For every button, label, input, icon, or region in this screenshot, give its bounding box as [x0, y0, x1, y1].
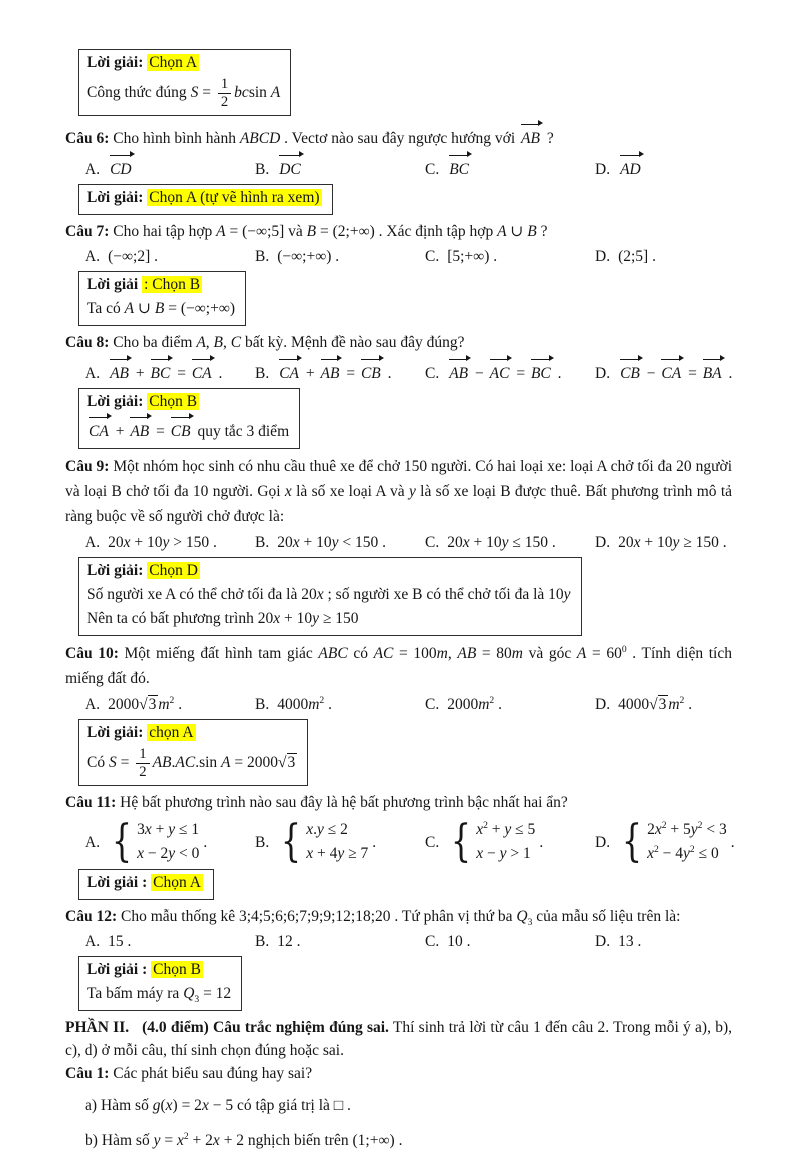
- question-heading: [65, 121, 732, 150]
- question-number: Câu 12:: [65, 908, 118, 925]
- option-d: [595, 356, 732, 385]
- option-label: C.: [425, 365, 440, 382]
- solution-box-previous: [78, 49, 291, 116]
- system-line: x − y > 1: [476, 845, 531, 862]
- option-label: D.: [595, 933, 611, 950]
- solution-line: CA + AB = CB quy tắc 3 điểm: [87, 414, 289, 444]
- option-b: [255, 531, 425, 554]
- solution-box: [78, 271, 246, 326]
- left-brace: {: [111, 816, 133, 868]
- option-value: DC: [277, 152, 304, 181]
- option-value: 20x + 10y < 150 .: [277, 534, 386, 551]
- solution-line: Số người xe A có thể chở tối đa là 20x ; số người xe B có thể chở tối đa là 10y: [87, 586, 571, 603]
- option-value: (2;5] .: [618, 248, 656, 265]
- option-value: 13 .: [618, 933, 642, 950]
- option-label: B.: [255, 248, 270, 265]
- option-d: [595, 152, 644, 181]
- option-c: [425, 818, 595, 866]
- solution-label: Lời giải:: [87, 724, 144, 741]
- statement-text: Hàm số $y = x^2 + 2x + 2$ nghịch biến trên (1;+∞) .: [101, 1130, 403, 1149]
- option-value: $4000m^2$ .: [277, 694, 332, 713]
- option-label: A.: [85, 534, 101, 551]
- question-text: Một nhóm học sinh có nhu cầu thuê xe để chở 150 người. Có hai loại xe: loại A chở tối đa 20 người và loại B chở tối đa 10 người. Gọi x là số xe loại A và y là số xe loại B được thuê. Bất phương trình mô tả ràng buộc về số người chở được là:: [65, 458, 733, 525]
- option-b: [255, 245, 425, 268]
- options-row: [85, 816, 735, 868]
- option-c: [425, 152, 595, 181]
- option-label: D.: [595, 365, 611, 382]
- option-label: A.: [85, 248, 101, 265]
- question-number: Câu 1:: [65, 1065, 110, 1082]
- solution-label: Lời giải:: [87, 393, 144, 410]
- option-label: A.: [85, 833, 101, 851]
- option-value: 20x + 10y ≥ 150 .: [618, 534, 727, 551]
- solution-label: Lời giải: [87, 276, 139, 293]
- inequality-system: [108, 818, 199, 866]
- option-value: (−∞;+∞) .: [277, 248, 340, 265]
- solution-label: Lời giải:: [87, 54, 144, 71]
- option-b: [255, 930, 425, 953]
- option-period: .: [203, 833, 208, 851]
- solution-line: Ta có A ∪ B = (−∞;+∞): [87, 300, 236, 317]
- option-c: [425, 693, 595, 716]
- option-label: A.: [85, 933, 101, 950]
- option-label: D.: [595, 534, 611, 551]
- option-d: [595, 531, 727, 554]
- option-label: D.: [595, 833, 611, 851]
- option-label: C.: [425, 833, 440, 851]
- options-row: [85, 930, 732, 953]
- option-label: C.: [425, 161, 440, 178]
- options-row: [85, 693, 732, 716]
- chosen-answer-highlight: Chọn B: [153, 961, 201, 978]
- question-9: [65, 454, 732, 636]
- option-value: $2000m^2$ .: [447, 694, 502, 713]
- option-a: [85, 152, 255, 181]
- option-a: [85, 930, 255, 953]
- chosen-answer-highlight: Chọn A (tự vẽ hình ra xem): [149, 189, 320, 206]
- option-value: CB − CA = BA .: [618, 356, 732, 385]
- question-text: Cho mẫu thống kê 3;4;5;6;6;7;9;9;12;18;20 . Tứ phân vị thứ ba $Q_3$ của mẫu số liệu trên là:: [120, 908, 681, 929]
- solution-label: Lời giải:: [87, 189, 144, 206]
- options-row: [85, 245, 732, 268]
- option-c: [425, 356, 595, 385]
- option-label: C.: [425, 534, 440, 551]
- left-brace: {: [451, 816, 472, 868]
- option-period: .: [539, 833, 544, 851]
- option-label: A.: [85, 365, 101, 382]
- solution-box: [78, 388, 300, 449]
- option-d: [595, 693, 692, 716]
- system-line: x + 4y ≥ 7: [306, 845, 369, 862]
- option-value: 2000√3 $m^2$ .: [108, 694, 183, 713]
- option-d: [595, 930, 641, 953]
- system-line: $x^2 + y \le 5$: [476, 819, 536, 838]
- solution-box: [78, 956, 242, 1011]
- system-line: x − 2y < 0: [137, 845, 200, 862]
- option-value: AD: [618, 152, 644, 181]
- statement-label: a): [85, 1097, 98, 1114]
- question-8: [65, 331, 732, 449]
- solution-heading: [87, 721, 297, 745]
- part-2-heading: [65, 1016, 732, 1062]
- option-label: A.: [85, 696, 101, 713]
- solution-heading: [87, 871, 203, 895]
- option-a: [85, 818, 255, 866]
- chosen-answer-highlight: : Chọn B: [144, 276, 201, 293]
- system-line: 3x + y ≤ 1: [137, 821, 200, 838]
- option-label: C.: [425, 696, 440, 713]
- option-a: [85, 356, 255, 385]
- chosen-answer-highlight: chọn A: [149, 724, 194, 741]
- question-number: Câu 6:: [65, 130, 110, 147]
- question-text: Hệ bất phương trình nào sau đây là hệ bất phương trình bậc nhất hai ẩn?: [120, 794, 568, 811]
- option-value: 10 .: [447, 933, 471, 950]
- question-heading: [65, 905, 732, 928]
- question-text: Cho ba điểm A, B, C bất kỳ. Mệnh đề nào sau đây đúng?: [113, 334, 465, 351]
- question-7: [65, 220, 732, 326]
- option-value: CA + AB = CB .: [277, 356, 391, 385]
- option-label: A.: [85, 161, 101, 178]
- question-number: Câu 9:: [65, 458, 110, 475]
- option-c: [425, 245, 595, 268]
- question-number: Câu 8:: [65, 334, 110, 351]
- solution-heading: [87, 390, 289, 414]
- question-number: Câu 10:: [65, 645, 119, 662]
- chosen-answer-highlight: Chọn A: [149, 54, 198, 71]
- option-value: (−∞;2] .: [108, 248, 158, 265]
- option-period: .: [730, 833, 735, 851]
- solution-heading: [87, 958, 231, 982]
- option-b: [255, 356, 425, 385]
- option-value: CD: [108, 152, 135, 181]
- question-11: [65, 791, 735, 900]
- solution-heading: [87, 186, 322, 210]
- question-heading: [65, 331, 732, 354]
- option-a: [85, 531, 255, 554]
- question-6: [65, 121, 732, 215]
- option-value: AB − AC = BC .: [447, 356, 561, 385]
- option-label: B.: [255, 161, 270, 178]
- option-b: [255, 818, 425, 866]
- question-heading: [65, 1062, 732, 1085]
- option-c: [425, 930, 595, 953]
- solution-heading: [87, 51, 280, 75]
- solution-label: Lời giải:: [87, 562, 144, 579]
- solution-box: [78, 184, 333, 215]
- option-value: 12 .: [277, 933, 301, 950]
- solution-label: Lời giải :: [87, 874, 148, 891]
- question-text: Cho hình bình hành ABCD . Vectơ nào sau đây ngược hướng với AB ?: [113, 130, 553, 147]
- option-c: [425, 531, 595, 554]
- option-label: D.: [595, 248, 611, 265]
- question-text: Cho hai tập hợp A = (−∞;5] và B = (2;+∞) . Xác định tập hợp A ∪ B ?: [113, 223, 548, 240]
- system-line: $x^2 - 4y^2 \le 0$: [647, 843, 719, 862]
- question-12: [65, 905, 732, 1011]
- left-brace: {: [621, 816, 643, 868]
- options-row: [85, 531, 732, 554]
- statement-b: [85, 1126, 732, 1155]
- inequality-system: [618, 818, 727, 866]
- solution-box: [78, 719, 308, 786]
- option-value: AB + BC = CA .: [108, 356, 222, 385]
- statement-text: Hàm số g(x) = 2x − 5 có tập giá trị là □ .: [101, 1097, 351, 1114]
- question-number: Câu 7:: [65, 223, 110, 240]
- chosen-answer-highlight: Chọn B: [149, 393, 198, 410]
- solution-box: [78, 869, 214, 900]
- system-line: x.y ≤ 2: [306, 821, 348, 838]
- option-value: [5;+∞) .: [447, 248, 498, 265]
- solution-heading: [87, 273, 235, 297]
- statement-a: [85, 1091, 732, 1120]
- option-label: B.: [255, 933, 270, 950]
- option-a: [85, 245, 255, 268]
- solution-line: Có S = $\frac{1}{2}$ AB.AC.sin A = 2000√3: [87, 746, 296, 780]
- system-line: $2x^2 + 5y^2 < 3$: [647, 819, 727, 838]
- option-label: B.: [255, 696, 270, 713]
- part-2-question-1: [65, 1062, 732, 1155]
- question-heading: [65, 641, 732, 691]
- part-2-label: PHẦN II.: [65, 1019, 130, 1036]
- inequality-system: [447, 818, 535, 866]
- solution-heading: [87, 559, 571, 583]
- question-10: [65, 641, 732, 786]
- option-label: B.: [255, 833, 270, 851]
- option-label: C.: [425, 248, 440, 265]
- question-heading: [65, 220, 732, 243]
- solution-line: Nên ta có bất phương trình 20x + 10y ≥ 150: [87, 610, 359, 627]
- option-value: BC: [447, 152, 472, 181]
- statement-label: b): [85, 1132, 98, 1149]
- question-heading: [65, 791, 732, 814]
- option-period: .: [372, 833, 377, 851]
- question-text: Các phát biểu sau đúng hay sai?: [113, 1065, 313, 1082]
- option-label: B.: [255, 365, 270, 382]
- option-value: 15 .: [108, 933, 132, 950]
- option-value: 20x + 10y ≤ 150 .: [447, 534, 556, 551]
- chosen-answer-highlight: Chọn D: [149, 562, 198, 579]
- option-a: [85, 693, 255, 716]
- solution-box: [78, 557, 582, 636]
- question-heading: [65, 454, 732, 529]
- option-label: D.: [595, 161, 611, 178]
- question-number: Câu 11:: [65, 794, 117, 811]
- solution-line: Công thức đúng S = $\frac{1}{2}$ bcsin A: [87, 76, 281, 110]
- option-label: C.: [425, 933, 440, 950]
- option-b: [255, 693, 425, 716]
- solution-label: Lời giải :: [87, 961, 148, 978]
- inequality-system: [277, 818, 368, 866]
- chosen-answer-highlight: Chọn A: [153, 874, 201, 891]
- part-2-instructions: Thí sinh trả lời từ câu 1 đến câu 2. Trong mỗi ý a), b), c), d) ở mỗi câu, thí sinh chọn đúng hoặc sai.: [65, 1019, 732, 1059]
- option-d: [595, 245, 656, 268]
- option-b: [255, 152, 425, 181]
- left-brace: {: [281, 816, 302, 868]
- part-2-title: (4.0 điểm) Câu trắc nghiệm đúng sai.: [142, 1019, 389, 1036]
- options-row: [85, 152, 732, 181]
- question-text: Một miếng đất hình tam giác ABC có AC = 100m, AB = 80m và góc $A = 60^0$ . Tính diện tích miếng đất đó.: [65, 643, 732, 687]
- option-label: B.: [255, 534, 270, 551]
- options-row: [85, 356, 732, 385]
- option-value: 4000√3 $m^2$ .: [618, 694, 693, 713]
- option-value: 20x + 10y > 150 .: [108, 534, 217, 551]
- solution-line: Ta bấm máy ra $Q_3 = 12$: [87, 985, 232, 1006]
- option-label: D.: [595, 696, 611, 713]
- option-d: [595, 818, 735, 866]
